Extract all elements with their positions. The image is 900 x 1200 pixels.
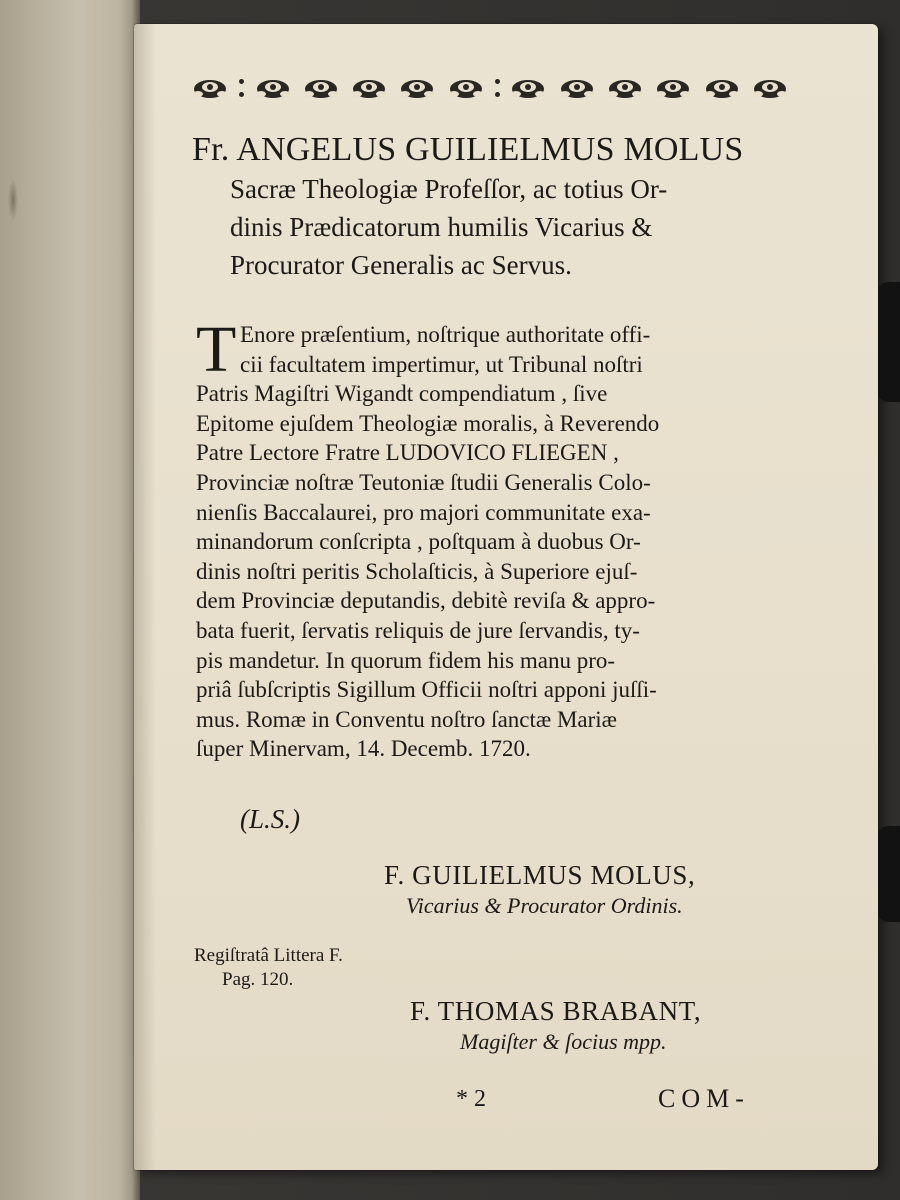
heading-title: Fr. ANGELUS GUILIELMUS MOLUS [192,131,744,168]
ornament-flower-icon [253,74,293,102]
signatory-name: F. GUILIELMUS MOLUS, [384,860,696,890]
heading-block [192,130,832,284]
ornament-flower-icon [397,74,437,102]
drop-cap: T [196,313,237,386]
body-line: cii facultatem impertimur, ut Tribunal noſtri [240,351,643,377]
body-line: Patris Magiſtri Wigandt compendiatum , ſive [196,381,608,407]
heading-line: Sacræ Theologiæ Profeſſor, ac totius Or- [230,174,668,204]
ornament-flower-icon [557,74,597,102]
body-line: dinis noſtri peritis Scholaſticis, à Superiore ejuſ- [196,558,638,584]
book-clamp [878,826,900,922]
registry-page: Pag. 120. [222,969,294,990]
body-line: minandorum conſcripta , poſtquam à duobus Or- [196,529,641,555]
ornament-flower-icon [190,74,230,102]
ornament-flower-icon [702,74,742,102]
body-line: bata fuerit, ſervatis reliquis de jure ſervandis, ty- [196,617,640,643]
ornament-flower-icon [750,74,790,102]
registry-note [194,944,343,992]
book-page [134,24,878,1170]
ornament-flower-icon [508,74,548,102]
signatory-role: Magiſter & ſocius mpp. [460,1029,667,1054]
body-line: Enore præſentium, noſtrique authoritate offi- [240,322,651,347]
ornament-flower-icon [653,74,693,102]
left-facing-leaf [0,0,140,1200]
ornament-flower-icon [605,74,645,102]
heading-line: dinis Prædicatorum humilis Vicarius & [230,212,653,242]
body-paragraph [196,313,796,764]
page-smudge [8,178,18,222]
book-clamp [878,282,900,402]
signature-block [410,996,701,1055]
body-line: nienſis Baccalaurei, pro majori communitate exa- [196,499,651,525]
signatory-name: F. THOMAS BRABANT, [410,996,702,1026]
body-line: dem Provinciæ deputandis, debitè reviſa & appro- [196,588,656,614]
body-line: priâ ſubſcriptis Sigillum Officii noſtri apponi juſſi- [196,677,657,703]
body-line: ſuper Minervam, 14. Decemb. 1720. [196,736,531,762]
body-line: Provinciæ noſtræ Teutoniæ ſtudii Generalis Colo- [196,469,651,495]
ornament-flower-icon [349,74,389,102]
ornament-flower-icon [446,74,486,102]
ornament-colon-icon [494,79,500,97]
signature-block [384,860,695,919]
heading-line: Procurator Generalis ac Servus. [230,250,572,280]
body-line: Epitome ejuſdem Theologiæ moralis, à Reverendo [196,410,660,436]
signatory-role: Vicarius & Procurator Ordinis. [406,893,683,918]
body-line: pis mandetur. In quorum fidem his manu pro- [196,647,616,673]
registry-line: Regiſtratâ Littera F. [194,945,343,966]
seal-mark: (L.S.) [240,804,300,834]
ornament-flower-icon [301,74,341,102]
ornament-band [190,70,790,106]
signature-mark: * 2 [456,1086,486,1112]
body-line: Patre Lectore Fratre LUDOVICO FLIEGEN , [196,440,619,466]
body-line: mus. Romæ in Conventu noſtro ſanctæ Mariæ [196,706,618,732]
ornament-colon-icon [238,79,244,97]
catchword: COM- [658,1084,750,1113]
